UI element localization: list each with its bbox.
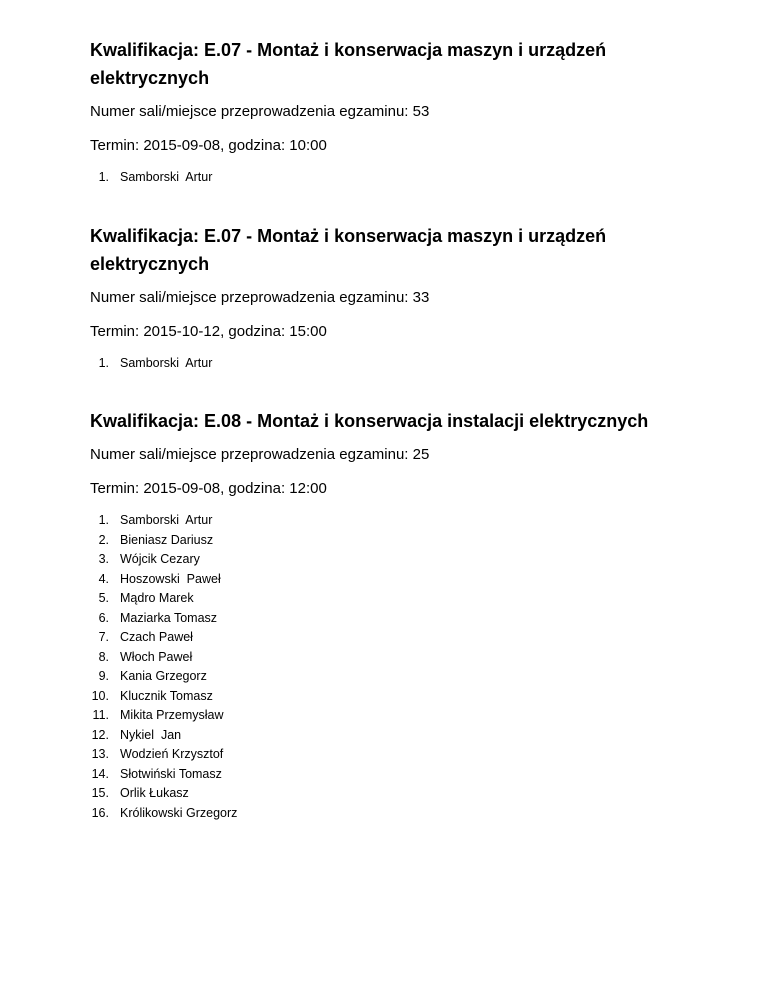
candidate-list-item: 2. Bieniasz Dariusz bbox=[98, 532, 214, 547]
exam-term-line: Termin: 2015-10-12, godzina: 15:00 bbox=[90, 322, 327, 340]
candidate-name: Wodzień Krzysztof bbox=[120, 747, 224, 761]
candidate-name: Czach Paweł bbox=[120, 630, 193, 644]
exam-section-3 bbox=[90, 407, 730, 823]
candidate-list-item: 3. Wójcik Cezary bbox=[98, 552, 200, 566]
qualification-title: Kwalifikacja: E.08 - Montaż i konserwacja instalacji elektrycznych bbox=[90, 411, 649, 431]
candidate-name: Klucznik Tomasz bbox=[120, 688, 213, 703]
candidate-list-item: 6. Maziarka Tomasz bbox=[98, 610, 218, 625]
candidate-name: Nykiel Jan bbox=[120, 727, 182, 742]
exam-room-line: Numer sali/miejsce przeprowadzenia egzaminu: 33 bbox=[90, 288, 430, 306]
candidate-list-item: 14. Słotwiński Tomasz bbox=[91, 766, 222, 781]
candidate-list-item: 1. Samborski Artur bbox=[98, 170, 213, 184]
exam-room-line: Numer sali/miejsce przeprowadzenia egzaminu: 53 bbox=[90, 103, 430, 120]
candidate-name: Samborski Artur bbox=[120, 513, 213, 527]
candidate-list bbox=[90, 354, 730, 374]
candidate-list-item: 13. Wodzień Krzysztof bbox=[91, 747, 224, 761]
qualification-title: Kwalifikacja: E.07 - Montaż i konserwacja maszyn i urządzeń elektrycznych bbox=[90, 225, 607, 274]
candidate-list-item: 4. Hoszowski Paweł bbox=[98, 571, 221, 586]
candidate-list-item: 11. Mikita Przemysław bbox=[92, 708, 224, 722]
candidate-name: Włoch Paweł bbox=[120, 649, 193, 664]
exam-section-2 bbox=[90, 222, 730, 374]
candidate-list bbox=[90, 511, 730, 823]
candidate-name: Samborski Artur bbox=[120, 355, 213, 370]
candidate-name: Hoszowski Paweł bbox=[120, 571, 221, 586]
qualification-title: Kwalifikacja: E.07 - Montaż i konserwacja maszyn i urządzeń elektrycznych bbox=[90, 40, 607, 88]
candidate-name: Wójcik Cezary bbox=[120, 552, 200, 566]
candidate-list-item: 1. Samborski Artur bbox=[98, 355, 213, 370]
candidate-list-item: 8. Włoch Paweł bbox=[98, 649, 193, 664]
candidate-list bbox=[90, 168, 730, 188]
candidate-name: Słotwiński Tomasz bbox=[120, 766, 222, 781]
candidate-name: Mądro Marek bbox=[120, 591, 194, 605]
candidate-name: Kania Grzegorz bbox=[120, 669, 207, 683]
candidate-name: Mikita Przemysław bbox=[120, 708, 224, 722]
candidate-list-item: 12. Nykiel Jan bbox=[91, 727, 182, 742]
candidate-name: Królikowski Grzegorz bbox=[120, 805, 238, 820]
candidate-name: Maziarka Tomasz bbox=[120, 610, 218, 625]
candidate-name: Orlik Łukasz bbox=[120, 786, 189, 800]
candidate-list-item: 5. Mądro Marek bbox=[98, 591, 194, 605]
candidate-list-item: 10. Klucznik Tomasz bbox=[91, 688, 213, 703]
exam-term-line: Termin: 2015-09-08, godzina: 12:00 bbox=[90, 480, 327, 497]
candidate-list-item: 15. Orlik Łukasz bbox=[91, 786, 189, 800]
candidate-name: Samborski Artur bbox=[120, 170, 213, 184]
candidate-list-item: 16. Królikowski Grzegorz bbox=[91, 805, 238, 820]
exam-section-1 bbox=[90, 36, 730, 188]
candidate-list-item: 1. Samborski Artur bbox=[98, 513, 213, 527]
exam-term-line: Termin: 2015-09-08, godzina: 10:00 bbox=[90, 137, 327, 154]
candidate-name: Bieniasz Dariusz bbox=[120, 532, 214, 547]
candidate-list-item: 7. Czach Paweł bbox=[98, 630, 193, 644]
document-page bbox=[90, 36, 730, 857]
candidate-list-item: 9. Kania Grzegorz bbox=[98, 669, 207, 683]
exam-room-line: Numer sali/miejsce przeprowadzenia egzaminu: 25 bbox=[90, 446, 430, 463]
